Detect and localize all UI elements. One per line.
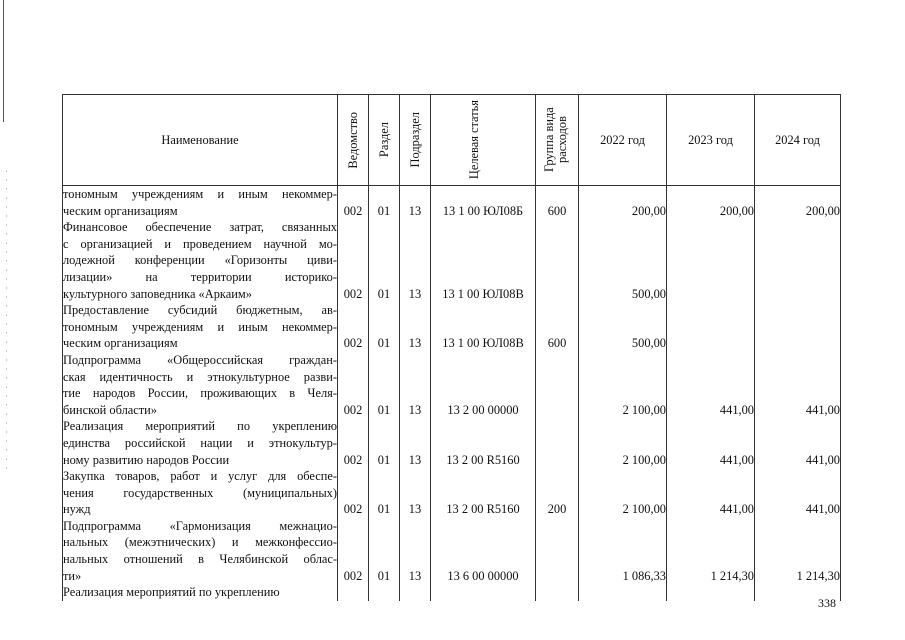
cell-2024: 441,00 [755, 418, 841, 468]
cell-2024: 441,00 [755, 352, 841, 418]
name-line: Реализация мероприятий по укреплению [63, 585, 280, 600]
name-line: ти» [63, 568, 82, 583]
scan-edge-mark [3, 0, 4, 122]
name-line: тономным учреждениям и иным некоммер- [63, 319, 337, 334]
cell-2024: 200,00 [755, 186, 841, 220]
header-target [431, 95, 536, 186]
table-row [63, 584, 841, 601]
cell-2022: 2 100,00 [579, 352, 667, 418]
cell-dept: 002 [338, 418, 369, 468]
cell-target: 13 6 00 00000 [431, 518, 536, 584]
cell-dept: 002 [338, 518, 369, 584]
table-header-row [63, 95, 841, 186]
header-2024: 2024 год [755, 95, 841, 186]
table-row [63, 468, 841, 518]
cell-target: 13 1 00 ЮЛ08Б [431, 186, 536, 220]
header-dept-label: Ведомство [345, 111, 360, 169]
cell-dept: 002 [338, 219, 369, 302]
cell-section: 01 [369, 352, 400, 418]
cell-2023: 200,00 [667, 186, 755, 220]
cell-dept: 002 [338, 186, 369, 220]
cell-2022: 500,00 [579, 219, 667, 302]
cell-section: 01 [369, 518, 400, 584]
cell-name [63, 468, 338, 518]
name-line: бинской области» [63, 402, 157, 417]
cell-2023: 441,00 [667, 352, 755, 418]
header-2023: 2023 год [667, 95, 755, 186]
table-row [63, 418, 841, 468]
budget-table [62, 94, 841, 601]
name-line: единства российской нации и этнокультур- [63, 435, 337, 450]
cell-section: 01 [369, 302, 400, 352]
cell-subsection: 13 [400, 219, 431, 302]
header-section [369, 95, 400, 186]
cell-dept: 002 [338, 468, 369, 518]
cell-2022: 2 100,00 [579, 468, 667, 518]
cell-target: 13 1 00 ЮЛ08В [431, 302, 536, 352]
header-group [536, 95, 579, 186]
name-line: ному развитию народов России [63, 452, 230, 467]
cell-2023 [667, 302, 755, 352]
cell-subsection [400, 584, 431, 601]
cell-name [63, 418, 338, 468]
name-line: Реализация мероприятий по укреплению [63, 419, 337, 434]
cell-section: 01 [369, 418, 400, 468]
cell-subsection: 13 [400, 468, 431, 518]
cell-subsection: 13 [400, 418, 431, 468]
cell-target [431, 584, 536, 601]
header-2022: 2022 год [579, 95, 667, 186]
name-line: ческим организациям [63, 336, 178, 351]
table-row [63, 302, 841, 352]
name-line: тономным учреждениям и иным некоммер- [63, 187, 337, 201]
header-subsection [400, 95, 431, 186]
cell-2024: 1 214,30 [755, 518, 841, 584]
table-row [63, 186, 841, 220]
cell-name [63, 518, 338, 584]
cell-target: 13 2 00 00000 [431, 352, 536, 418]
cell-2024 [755, 302, 841, 352]
cell-subsection: 13 [400, 186, 431, 220]
name-line: культурного заповедника «Аркаим» [63, 286, 252, 301]
header-name: Наименование [63, 95, 338, 186]
cell-group [536, 352, 579, 418]
cell-name [63, 584, 338, 601]
name-line: чения государственных (муниципальных) [63, 485, 337, 500]
cell-section [369, 584, 400, 601]
cell-section: 01 [369, 219, 400, 302]
cell-group [536, 219, 579, 302]
cell-2023 [667, 584, 755, 601]
cell-group [536, 418, 579, 468]
header-group-label: Группа вида расходов [542, 107, 569, 173]
name-line: нальных отношений в Челябинской облас- [63, 552, 337, 567]
header-subsection-label: Подраздел [407, 112, 422, 168]
cell-group [536, 584, 579, 601]
cell-2023: 441,00 [667, 418, 755, 468]
name-line: нальных (межэтнических) и межконфессио- [63, 535, 337, 550]
name-line: лодежной конференции «Горизонты циви- [63, 253, 337, 268]
header-target-label: Целевая статья [467, 100, 481, 180]
cell-2022: 200,00 [579, 186, 667, 220]
name-line: Финансовое обеспечение затрат, связанных [63, 220, 337, 235]
name-line: ская идентичность и этнокультурное разви- [63, 369, 337, 384]
cell-dept [338, 584, 369, 601]
name-line: ческим организациям [63, 203, 178, 218]
cell-group: 200 [536, 468, 579, 518]
cell-group: 600 [536, 186, 579, 220]
name-line: тие народов России, проживающих в Челя- [63, 386, 337, 401]
cell-section: 01 [369, 186, 400, 220]
name-line: Подпрограмма «Гармонизация межнацио- [63, 518, 337, 533]
header-section-label: Раздел [376, 122, 391, 158]
cell-2022: 500,00 [579, 302, 667, 352]
name-line: лизации» на территории историко- [63, 269, 337, 284]
name-line: Предоставление субсидий бюджетным, ав- [63, 303, 337, 318]
cell-2023 [667, 219, 755, 302]
cell-2022: 1 086,33 [579, 518, 667, 584]
cell-2023: 441,00 [667, 468, 755, 518]
cell-section: 01 [369, 468, 400, 518]
cell-target: 13 2 00 R5160 [431, 468, 536, 518]
name-line: с организацией и проведением научной мо- [63, 236, 337, 251]
cell-dept: 002 [338, 302, 369, 352]
name-line: Подпрограмма «Общероссийская граждан- [63, 352, 337, 367]
cell-subsection: 13 [400, 352, 431, 418]
cell-2024 [755, 219, 841, 302]
cell-subsection: 13 [400, 518, 431, 584]
table-row [63, 352, 841, 418]
cell-group: 600 [536, 302, 579, 352]
name-line: нужд [63, 502, 91, 517]
cell-2024: 441,00 [755, 468, 841, 518]
cell-group [536, 518, 579, 584]
header-dept [338, 95, 369, 186]
scan-edge-dots [6, 170, 7, 470]
table-body [63, 186, 841, 601]
cell-subsection: 13 [400, 302, 431, 352]
table-row [63, 518, 841, 584]
cell-name [63, 302, 338, 352]
page-number: 338 [818, 596, 836, 610]
name-line: Закупка товаров, работ и услуг для обеспе- [63, 469, 337, 484]
cell-name [63, 186, 338, 220]
cell-target: 13 2 00 R5160 [431, 418, 536, 468]
table-row [63, 219, 841, 302]
cell-target: 13 1 00 ЮЛ08В [431, 219, 536, 302]
cell-name [63, 352, 338, 418]
cell-2022: 2 100,00 [579, 418, 667, 468]
cell-name [63, 219, 338, 302]
cell-2022 [579, 584, 667, 601]
cell-2023: 1 214,30 [667, 518, 755, 584]
cell-dept: 002 [338, 352, 369, 418]
